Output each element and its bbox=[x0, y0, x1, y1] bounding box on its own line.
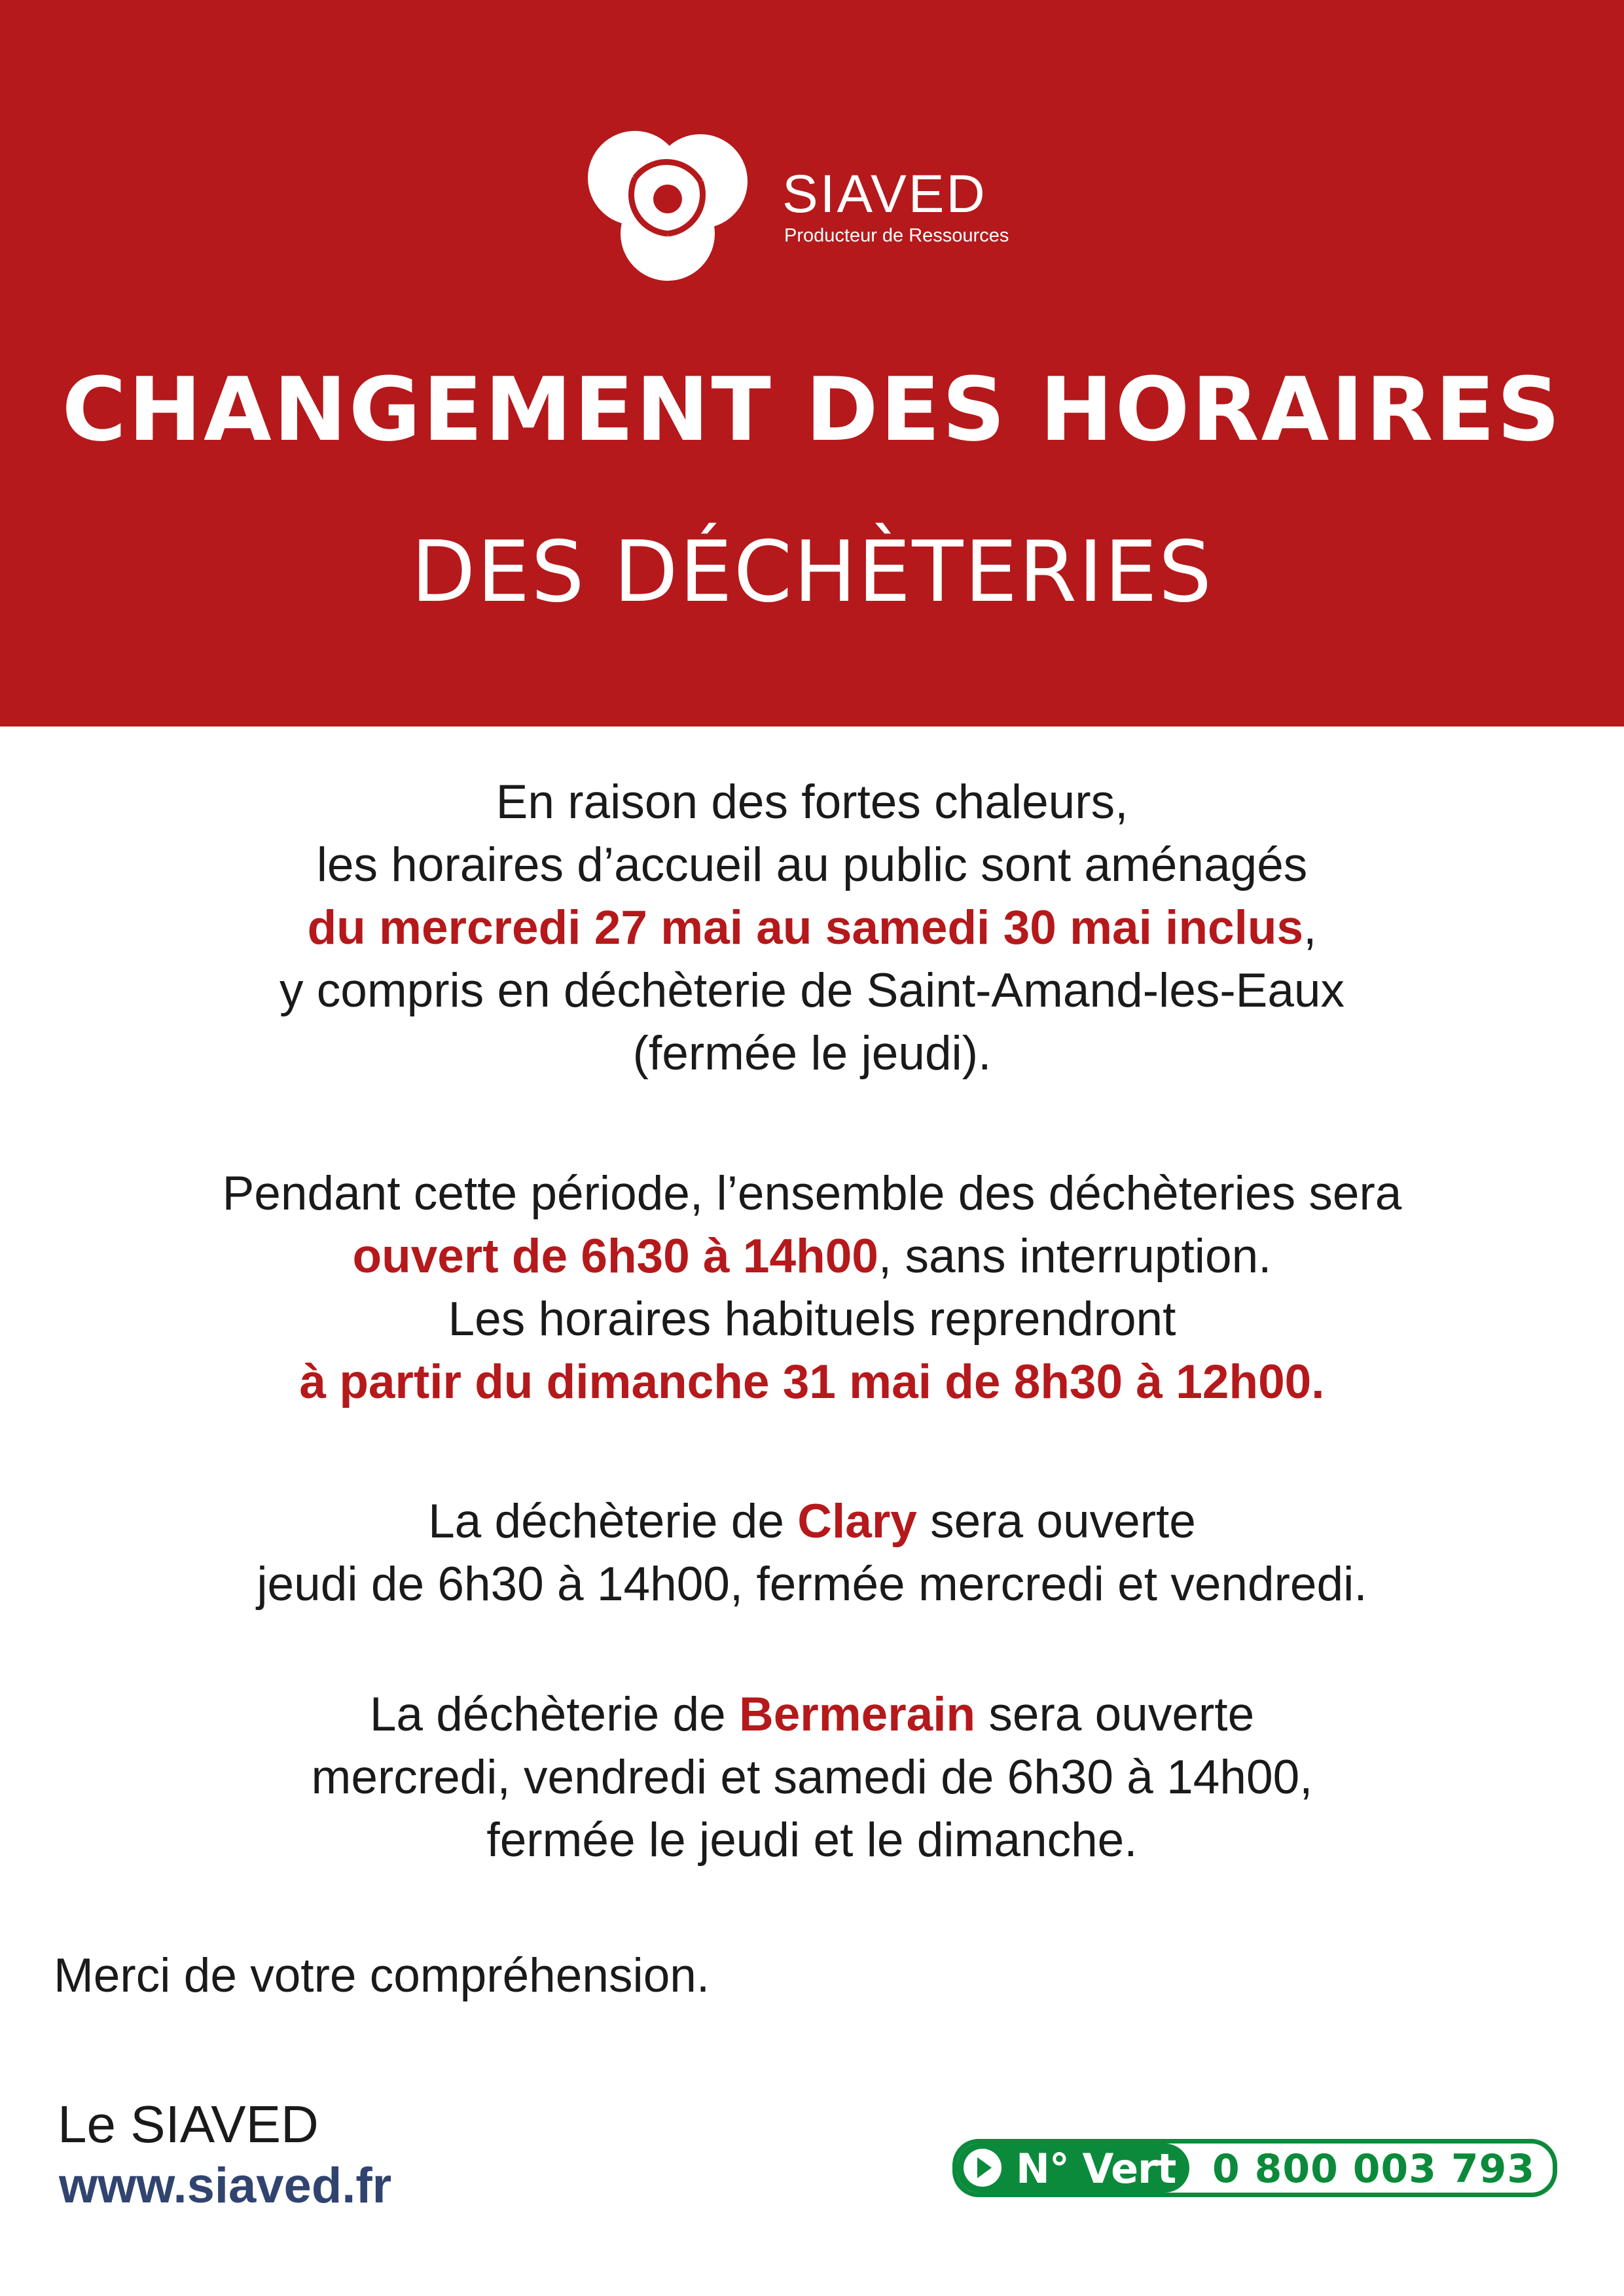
notice-line: Les horaires habituels reprendront bbox=[448, 1293, 1176, 1346]
highlighted-hours: ouvert de 6h30 à 14h00 bbox=[352, 1230, 878, 1283]
highlighted-resume-date: à partir du dimanche 31 mai de 8h30 à 12h00. bbox=[299, 1355, 1325, 1408]
hotline-number: 0 800 003 793 bbox=[1212, 2146, 1536, 2192]
website-link[interactable]: www.siaved.fr bbox=[59, 2158, 392, 2214]
notice-text: , bbox=[1303, 901, 1317, 954]
notice-text: sera ouverte bbox=[916, 1495, 1196, 1548]
notice-line: y compris en déchèterie de Saint-Amand-les-Eaux bbox=[279, 964, 1345, 1017]
page-subtitle: DES DÉCHÈTERIES bbox=[410, 524, 1214, 621]
notice-line: jeudi de 6h30 à 14h00, fermée mercredi et vendredi. bbox=[257, 1558, 1367, 1611]
hotline-label: N° Vert bbox=[1016, 2145, 1176, 2193]
notice-paragraph-1 bbox=[0, 771, 1624, 1085]
thanks-text: Merci de votre compréhension. bbox=[54, 1949, 710, 2002]
site-name-bermerain: Bermerain bbox=[738, 1688, 976, 1741]
notice-line: (fermée le jeudi). bbox=[632, 1027, 992, 1080]
brand-tagline: Producteur de Ressources bbox=[784, 225, 1009, 246]
highlighted-dates: du mercredi 27 mai au samedi 30 mai inclus bbox=[307, 901, 1304, 954]
page-title: CHANGEMENT DES HORAIRES bbox=[62, 359, 1562, 461]
notice-line bbox=[0, 1683, 1624, 1746]
notice-line bbox=[0, 1225, 1624, 1288]
hotline-badge[interactable] bbox=[952, 2139, 1557, 2197]
brand-name: SIAVED bbox=[782, 164, 987, 224]
hotline-label-block bbox=[957, 2144, 1189, 2193]
notice-line: En raison des fortes chaleurs, bbox=[496, 776, 1128, 829]
notice-line: les horaires d’accueil au public sont aménagés bbox=[316, 838, 1308, 891]
arrow-right-icon bbox=[964, 2149, 1001, 2187]
notice-line bbox=[0, 1490, 1624, 1553]
notice-text: La déchèterie de bbox=[428, 1495, 798, 1548]
notice-line bbox=[0, 897, 1624, 960]
notice-line: fermée le jeudi et le dimanche. bbox=[486, 1814, 1138, 1867]
notice-text: La déchèterie de bbox=[369, 1688, 739, 1741]
notice-line: mercredi, vendredi et samedi de 6h30 à 14h00, bbox=[311, 1751, 1313, 1804]
header-banner bbox=[0, 0, 1624, 726]
siaved-logo-icon bbox=[583, 126, 753, 283]
signature: Le SIAVED bbox=[58, 2095, 319, 2153]
notice-text: , sans interruption. bbox=[878, 1230, 1272, 1283]
site-name-clary: Clary bbox=[797, 1495, 917, 1548]
notice-paragraph-2 bbox=[0, 1162, 1624, 1414]
notice-paragraph-clary bbox=[0, 1490, 1624, 1616]
notice-line: Pendant cette période, l’ensemble des déchèteries sera bbox=[222, 1167, 1402, 1220]
notice-paragraph-bermerain bbox=[0, 1683, 1624, 1872]
notice-text: sera ouverte bbox=[975, 1688, 1255, 1741]
